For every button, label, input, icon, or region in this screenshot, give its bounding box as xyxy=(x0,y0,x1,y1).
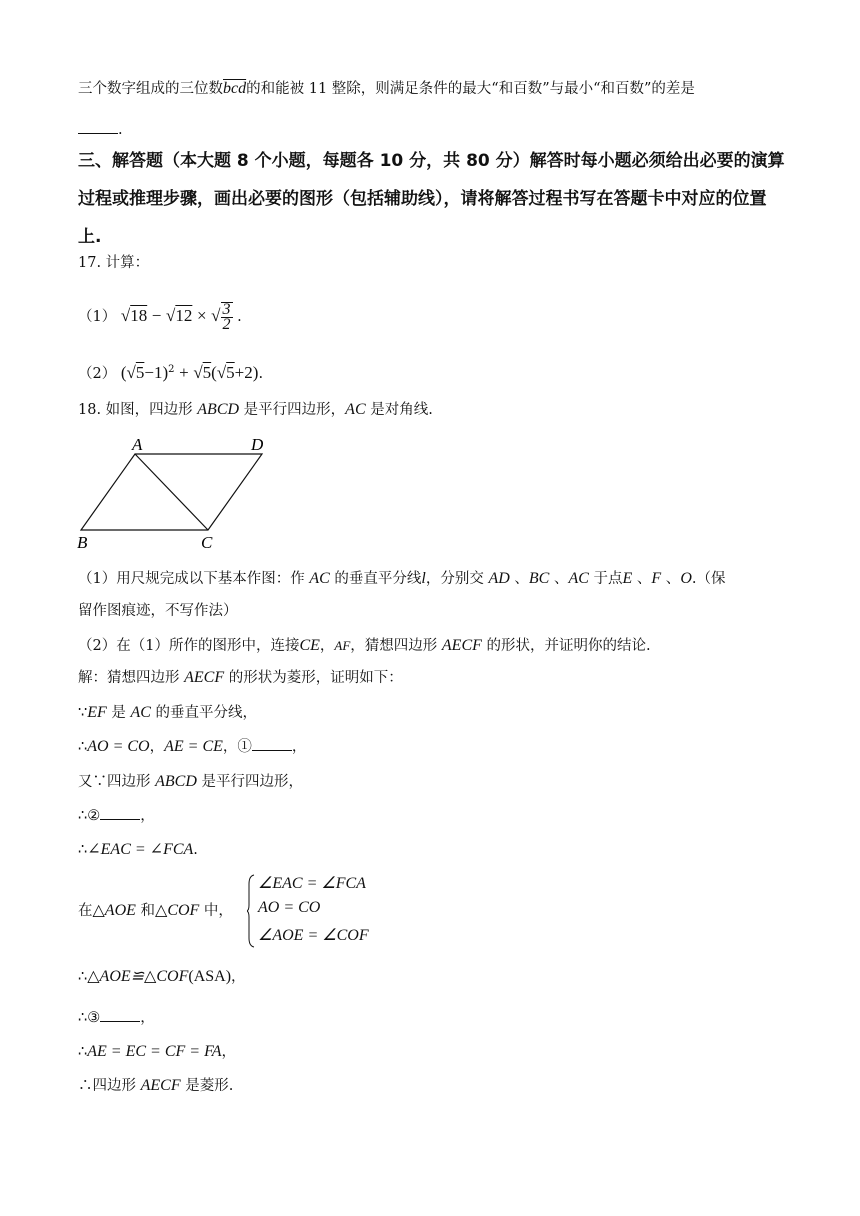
answer-sheet-emphasis: 答题卡 · xyxy=(614,189,665,209)
intro-line-1 xyxy=(78,79,695,99)
q18-title xyxy=(78,400,433,420)
p2-c: ，猜想四边形 xyxy=(350,638,442,654)
therefore-symbol-2: ∴ xyxy=(78,842,88,858)
s2-c: ， xyxy=(291,739,307,755)
section-3-heading xyxy=(78,142,788,256)
q18-title-b: 是平行四边形， xyxy=(239,402,346,418)
eq-angles: ∠EAC = ∠FCA xyxy=(87,841,194,858)
sep4: 、 xyxy=(661,571,681,587)
step-3 xyxy=(78,772,303,792)
var-AC-4: AC xyxy=(130,704,151,721)
sep3: 、 xyxy=(632,571,652,587)
sol-a: 解：猜想四边形 xyxy=(78,670,185,686)
system-eq-2: AO = CO xyxy=(258,899,321,916)
s10-a: 四边形 xyxy=(92,1078,141,1094)
expr-sqrt12: √12 xyxy=(166,305,193,325)
var-AC-3: AC xyxy=(568,570,589,587)
var-AD: AD xyxy=(488,570,510,587)
var-AC: AC xyxy=(345,401,366,418)
system-eq-1: ∠EAC = ∠FCA xyxy=(258,875,366,892)
s1-b: 的垂直平分线， xyxy=(150,705,258,721)
answer-blank xyxy=(78,121,118,134)
s6-b: 和 xyxy=(135,903,156,919)
exponent-2: 2 xyxy=(168,364,175,375)
section-3-line-2 xyxy=(78,180,788,218)
expr-sqrt-frac: √ $\frac{3}{2}$ xyxy=(211,301,231,333)
p1-d: 于点 xyxy=(588,571,623,587)
q17-title: 17. 计算： xyxy=(78,255,150,271)
plus-two: +2 xyxy=(234,362,253,382)
step-8 xyxy=(78,1008,155,1028)
system-eq-3: ∠AOE = ∠COF xyxy=(258,927,369,944)
p2-end: . xyxy=(258,365,264,382)
times-sign: × xyxy=(196,305,207,325)
label-D: D xyxy=(251,435,264,454)
system-brace xyxy=(247,874,255,948)
p1-end: . xyxy=(237,308,242,325)
step-6 xyxy=(78,901,233,921)
step-7 xyxy=(78,967,246,987)
because-symbol: ∵ xyxy=(78,705,88,721)
var-O: O xyxy=(680,570,692,587)
blank-1 xyxy=(252,738,292,751)
radicand-5c: 5 xyxy=(226,362,235,382)
var-AC-2: AC xyxy=(309,570,330,587)
blank-3 xyxy=(100,1009,140,1022)
section-3-line-2a: 过程或推理步骤，画出必要的图形（包括辅助线），请将解答过程书写在 xyxy=(78,189,614,209)
p2-a: （2）在（1）所作的图形中，连接 xyxy=(78,638,300,654)
therefore-symbol-5: ∴ xyxy=(78,1078,93,1094)
frac-num: 3 xyxy=(222,301,231,318)
s2-b: ，① xyxy=(222,739,252,755)
step-4 xyxy=(78,806,155,826)
var-AECF: AECF xyxy=(441,637,482,654)
three-digit-bcd: $\overline{bcd}$ xyxy=(223,80,247,97)
s9-end: ， xyxy=(221,1044,237,1060)
q17-part-2 xyxy=(78,360,263,384)
q17-p2-label: （2） xyxy=(78,365,117,382)
section-3-line-2b: 中对应的位置 xyxy=(664,189,767,209)
congruence: △AOE≌△COF xyxy=(87,968,189,985)
var-EF: EF xyxy=(87,704,107,721)
therefore-symbol: ∴ xyxy=(78,739,88,755)
therefore-symbol-3: ∴ xyxy=(78,969,88,985)
q18-part-1 xyxy=(78,569,725,589)
p2-d: 的形状，并证明你的结论. xyxy=(481,638,651,654)
intro-line-2 xyxy=(78,120,123,140)
diagonal-AC xyxy=(135,454,208,530)
var-AF: AF xyxy=(334,638,351,653)
var-BC: BC xyxy=(528,570,550,587)
therefore-symbol-4: ∴ xyxy=(78,1044,88,1060)
label-B: B xyxy=(77,533,88,552)
s3-b: 是平行四边形， xyxy=(196,774,303,790)
s7-end: ， xyxy=(231,969,246,985)
var-l: l xyxy=(421,570,426,587)
p2-b: ， xyxy=(319,638,335,654)
var-E: E xyxy=(622,570,633,587)
step-1 xyxy=(78,703,257,723)
s8-b: ， xyxy=(140,1010,155,1026)
s3-a: 又∵四边形 xyxy=(78,774,156,790)
fraction-3-2 xyxy=(221,302,233,332)
q18-title-a: 18. 如图，四边形 xyxy=(78,402,198,418)
step-2 xyxy=(78,737,306,757)
s4-b: ， xyxy=(140,808,155,824)
plus-sign: + xyxy=(179,362,189,382)
asa-reason: (ASA) xyxy=(188,968,232,985)
sep2: 、 xyxy=(549,571,569,587)
sol-b: 的形状为菱形，证明如下： xyxy=(224,670,403,686)
s2-a: ， xyxy=(149,739,165,755)
expr-sqrt18: √18 xyxy=(120,305,148,325)
s4-a: ∴② xyxy=(78,808,101,824)
var-CE: CE xyxy=(299,637,320,654)
triangle-COF: △COF xyxy=(155,902,200,919)
paren-close: ) xyxy=(162,362,169,382)
radicand-5b: 5 xyxy=(202,362,212,382)
var-ABCD: ABCD xyxy=(197,401,240,418)
parallelogram-figure xyxy=(70,432,280,552)
q18-title-c: 是对角线. xyxy=(365,402,433,418)
sqrt5-b: √5 xyxy=(193,362,212,382)
paren-open-2: ( xyxy=(211,362,217,382)
p1-c: ，分别交 xyxy=(425,571,489,587)
s1-a: 是 xyxy=(106,705,131,721)
paren-open: ( xyxy=(120,362,127,382)
step-5 xyxy=(78,840,198,860)
paren-close-2: ) xyxy=(252,362,259,382)
solution-intro xyxy=(78,668,403,688)
intro-text-b: 的和能被 11 整除，则满足条件的最大“和百数”与最小“和百数”的差是 xyxy=(246,81,695,97)
sep1: 、 xyxy=(509,571,529,587)
frac-den: 2 xyxy=(222,316,231,333)
s8-a: ∴③ xyxy=(78,1010,101,1026)
s6-c: 中， xyxy=(199,903,233,919)
p1-b: 的垂直平分线 xyxy=(329,571,422,587)
q17-part-1 xyxy=(78,302,242,332)
step-10 xyxy=(78,1076,233,1096)
label-A: A xyxy=(132,435,143,454)
minus-sign: − xyxy=(151,305,162,325)
q18-part-2 xyxy=(78,636,651,656)
p1-a: （1）用尺规完成以下基本作图：作 xyxy=(78,571,310,587)
triangle-AOE: △AOE xyxy=(92,902,136,919)
var-AECF-2: AECF xyxy=(140,1077,181,1094)
step-9 xyxy=(78,1042,236,1062)
intro-text-a: 三个数字组成的三位数 xyxy=(78,81,223,97)
label-C: C xyxy=(201,533,213,552)
var-ABCD-2: ABCD xyxy=(155,773,197,790)
var-F: F xyxy=(651,570,662,587)
sqrt5-a: √5 xyxy=(126,362,145,382)
section-3-line-3: 上. xyxy=(78,227,102,247)
s5-end: . xyxy=(193,842,198,858)
sqrt5-c: √5 xyxy=(216,362,235,382)
minus-one: −1 xyxy=(144,362,163,382)
eq-sides: AE = EC = CF = FA xyxy=(87,1043,222,1060)
blank-2 xyxy=(100,807,140,820)
section-3-line-1: 三、解答题（本大题 8 个小题，每题各 10 分，共 80 分）解答时每小题必须给出必要的演算 xyxy=(78,151,785,171)
s10-b: 是菱形. xyxy=(180,1078,234,1094)
q18-part-1-line-2: 留作图痕迹，不写作法） xyxy=(78,603,238,619)
eq-AE-CE: AE = CE xyxy=(164,738,223,755)
s6-a: 在 xyxy=(78,903,93,919)
radicand-5a: 5 xyxy=(135,362,145,382)
intro-end: . xyxy=(118,122,123,138)
eq-AO-CO: AO = CO xyxy=(87,738,150,755)
radicand-12: 12 xyxy=(175,305,193,325)
radicand-18: 18 xyxy=(130,305,148,325)
p1-e: .（保 xyxy=(691,571,726,587)
q17-p1-label: （1） xyxy=(78,308,117,325)
sol-var-AECF: AECF xyxy=(184,669,225,686)
